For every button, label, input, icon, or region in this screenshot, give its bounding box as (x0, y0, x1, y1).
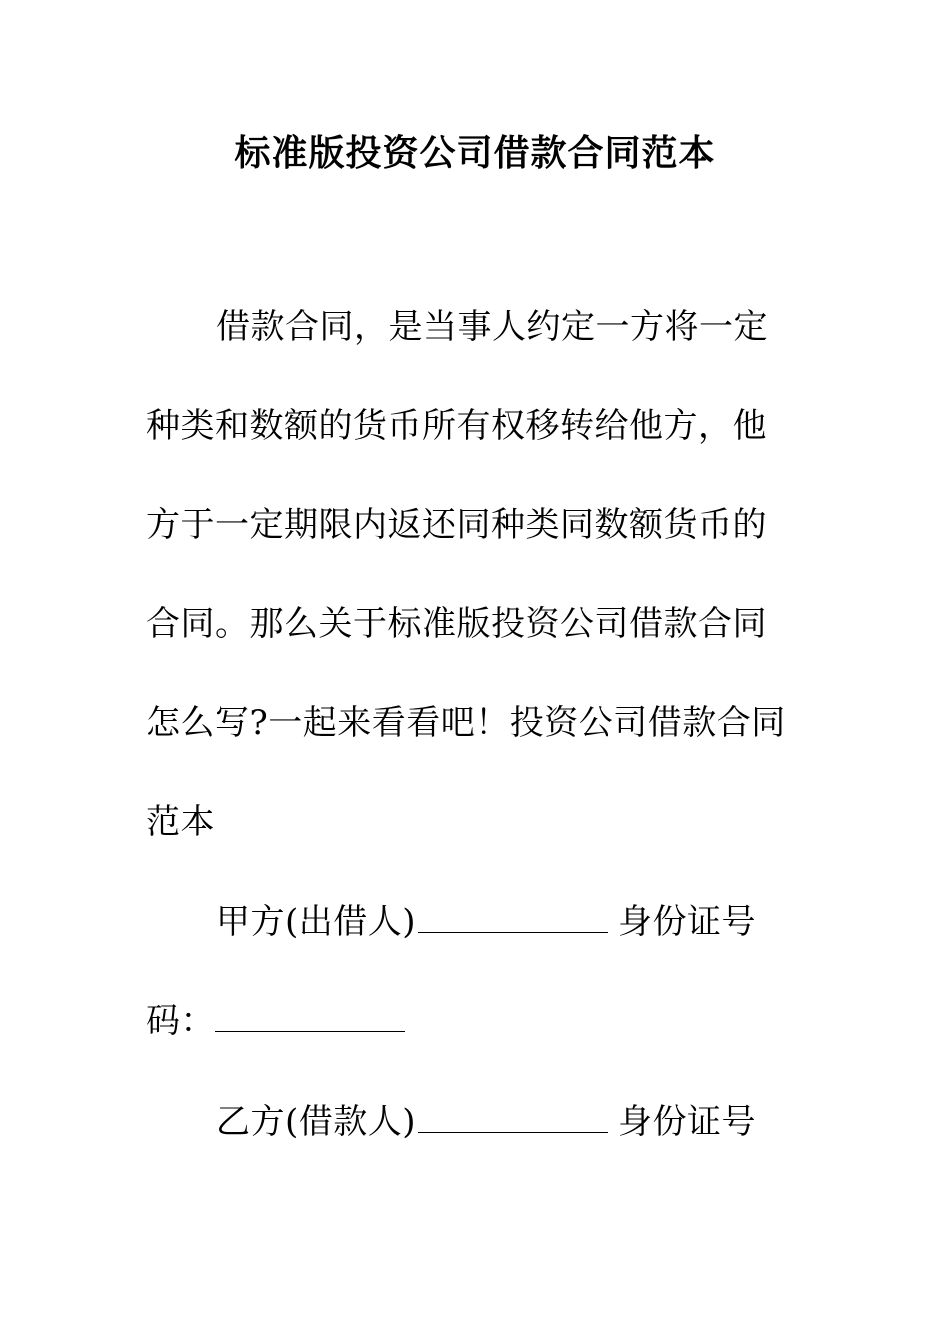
paragraph-line: 范本 (146, 802, 215, 842)
party-b-label: 乙方(借款人) (216, 1102, 417, 1142)
party-a-id-label-cont: 码： (146, 1001, 215, 1041)
paragraph-line: 怎么写?一起来看看吧！投资公司借款合同 (146, 703, 786, 743)
party-a-name-blank[interactable] (418, 902, 608, 933)
party-a-label: 甲方(出借人) (216, 902, 417, 942)
party-a-id-label: 身份证号 (618, 902, 757, 942)
party-b-id-label: 身份证号 (618, 1102, 757, 1142)
party-a-id-blank[interactable] (215, 1001, 405, 1032)
paragraph-line: 合同。那么关于标准版投资公司借款合同 (146, 604, 767, 644)
document-title: 标准版投资公司借款合同范本 (234, 132, 716, 174)
party-a-id-line (146, 999, 415, 1043)
party-b-line (216, 1100, 756, 1144)
paragraph-line: 方于一定期限内返还同种类同数额货币的 (146, 505, 767, 545)
party-a-line (216, 900, 756, 944)
paragraph-line: 借款合同，是当事人约定一方将一定 (216, 307, 768, 347)
party-b-name-blank[interactable] (418, 1102, 608, 1133)
paragraph-line: 种类和数额的货币所有权移转给他方，他 (146, 406, 767, 446)
